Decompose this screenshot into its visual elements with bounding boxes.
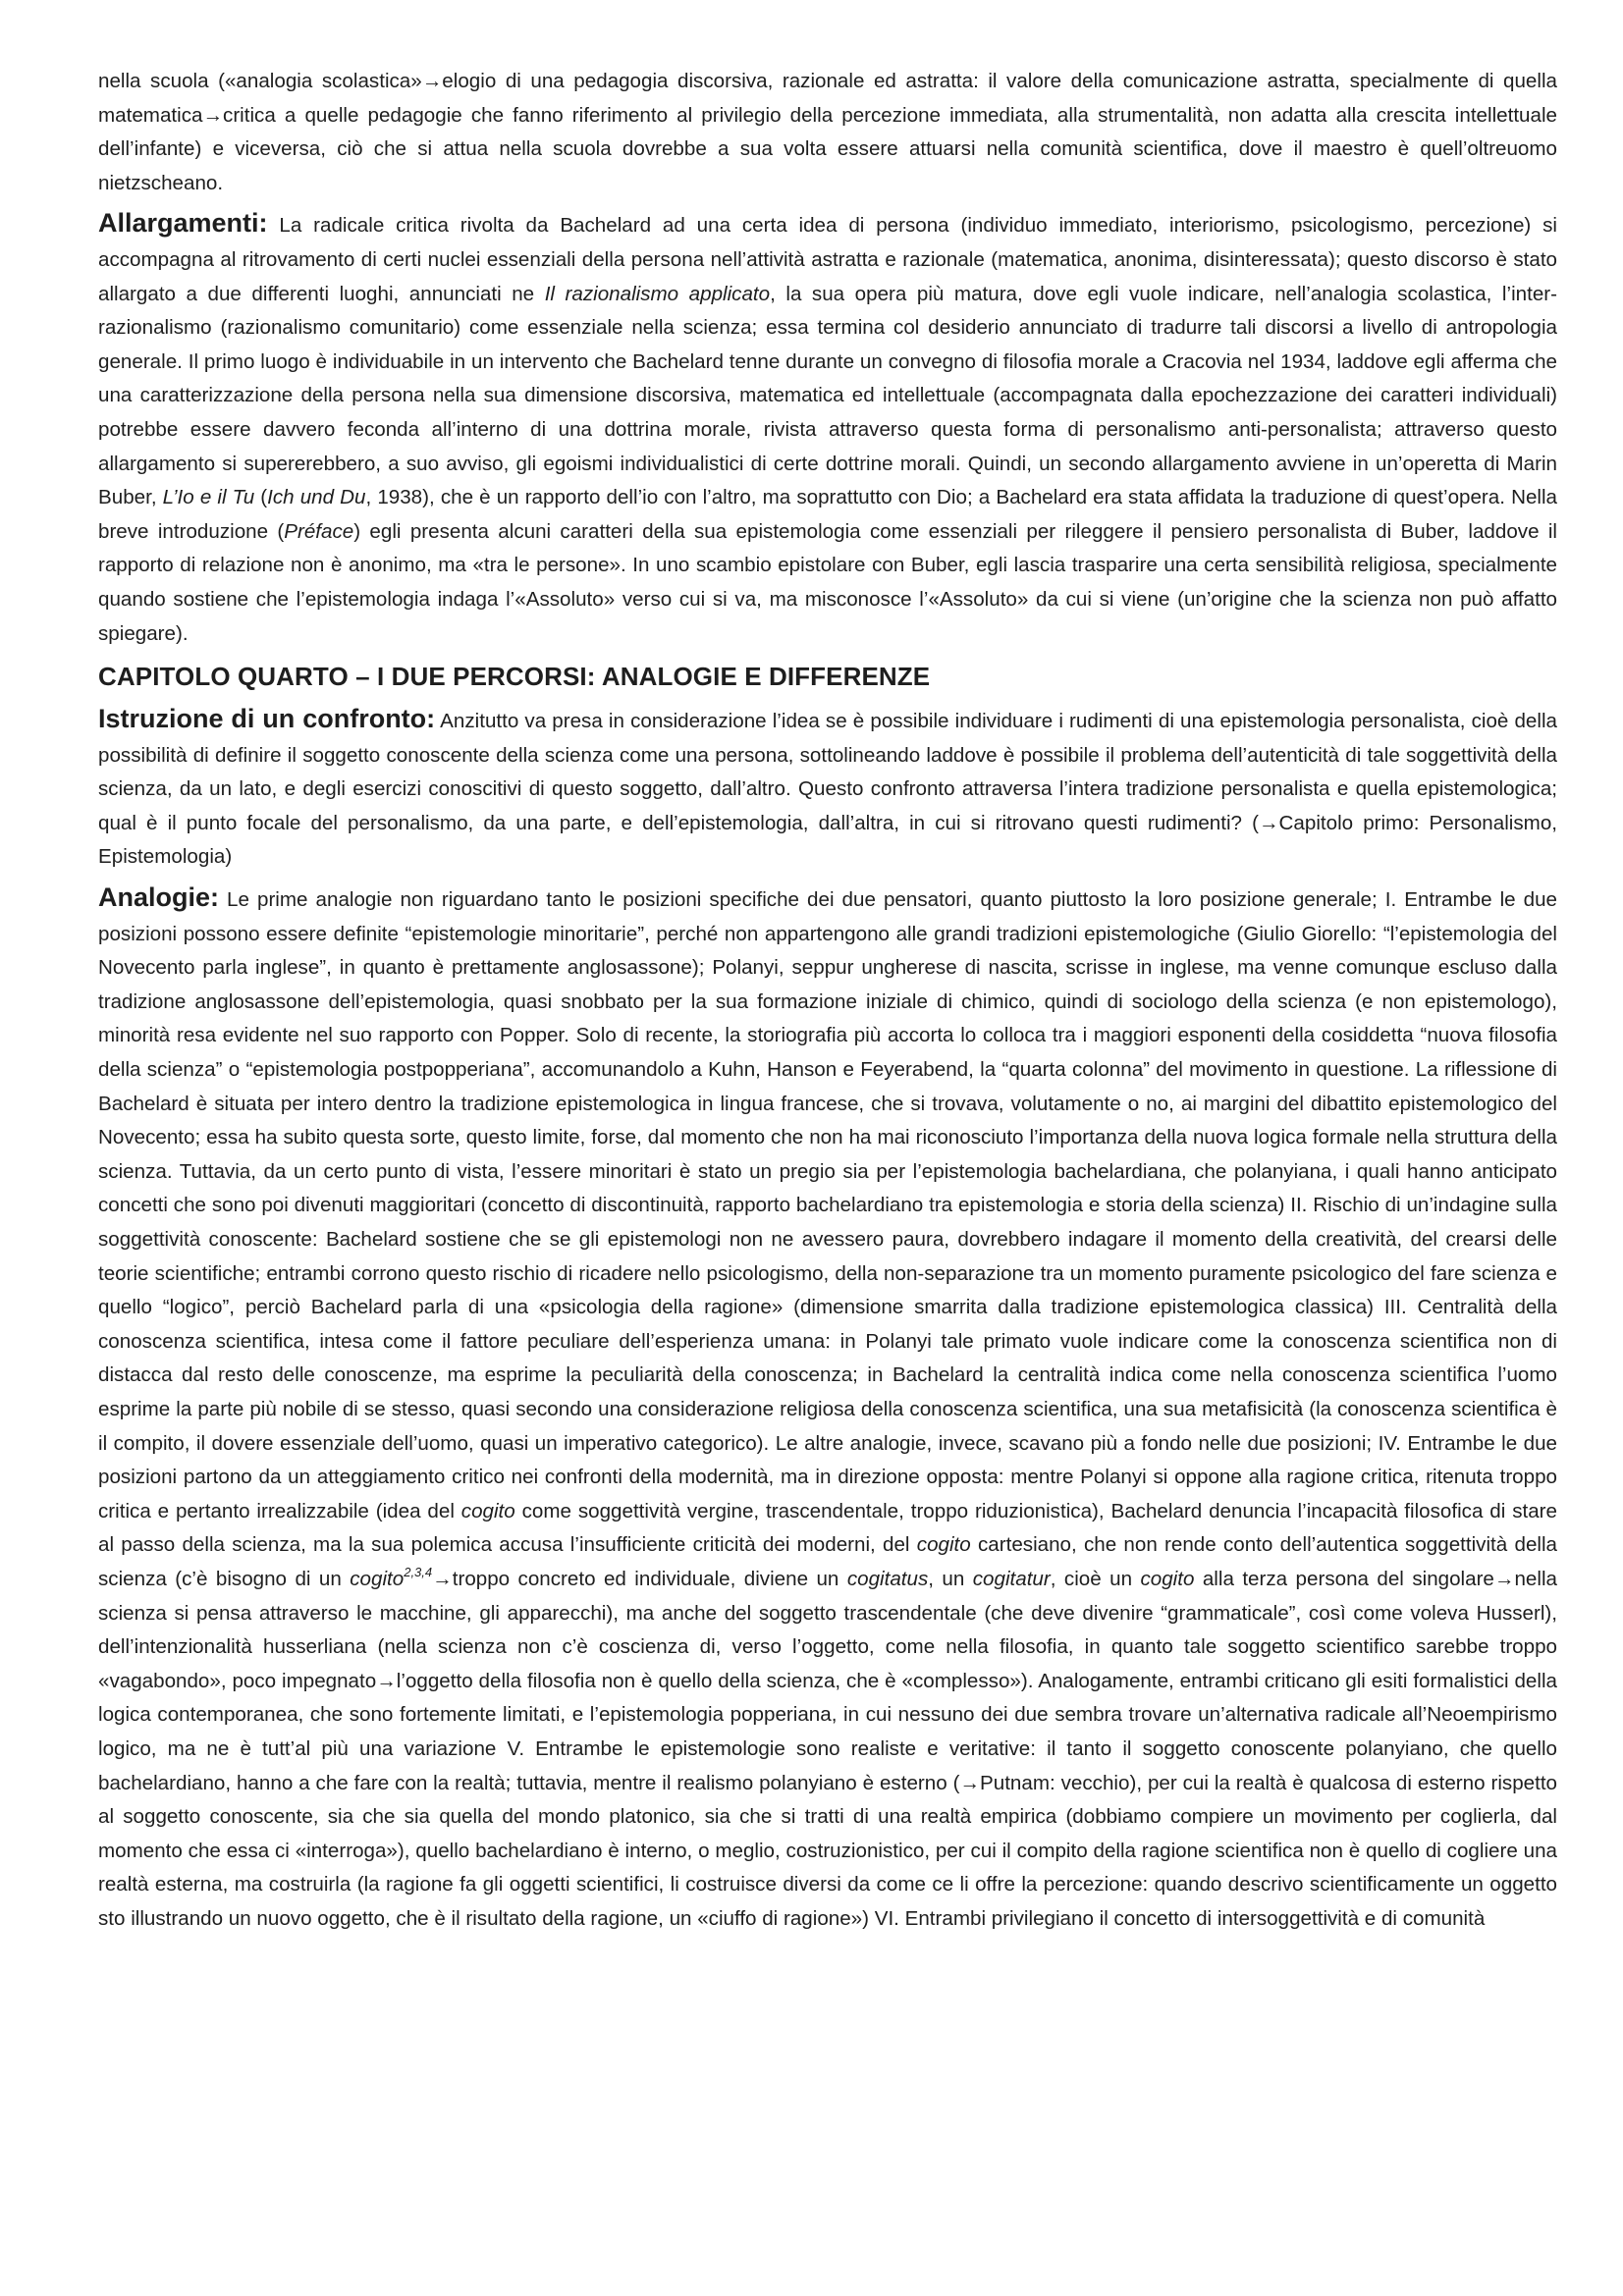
book-title: Il razionalismo applicato	[544, 282, 771, 305]
intro-text: nella scuola («analogia scolastica»→elogio di una pedagogia discorsiva, razionale ed astratta: il valore della comunicazione astratta, specialmente di quella matematica→critica a quelle pedagogie che fanno riferimento al privilegio della percezione immediata, alla strumentalità, non adatta alla crescita intellettuale dell’infante) e viceversa, ciò che si attua nella scuola dovrebbe a sua volta essere attuarsi nella comunità scientifica, dove il maestro è quell’oltreuomo nietzscheano.	[98, 70, 1557, 194]
latin-term: cogito	[350, 1567, 405, 1590]
superscript-note: 2,3,4	[404, 1564, 433, 1579]
chapter-title: CAPITOLO QUARTO – I DUE PERCORSI: ANALOGIE E DIFFERENZE	[98, 662, 931, 692]
book-title: Ich und Du	[267, 486, 366, 509]
analogie-paragraph: Analogie: Le prime analogie non riguardano tanto le posizioni specifiche dei due pensatori, quanto piuttosto la loro posizione generale; I. Entrambe le due posizioni possono essere definite “epistemologie minoritarie”, perché non appartengono alle grandi tradizioni epistemologiche (Giulio Giorello: “l’epistemologia del Novecento parla inglese”, in quanto è prettamente anglosassone); Polanyi, seppur ungherese di nascita, scrisse in inglese, ma venne comunque escluso dalla tradizione anglosassone dell’epistemologia, quasi snobbato per la sua formazione iniziale di chimico, quindi di sociologo della scienza (e non epistemologo), minorità resa evidente nel suo rapporto con Popper. Solo di recente, la storiografia più accorta lo colloca tra i maggiori esponenti della cosiddetta “nuova filosofia della scienza” o “epistemologia postpopperiana”, accomunandolo a Kuhn, Hanson e Feyerabend, la “quarta colonna” del movimento in questione. La riflessione di Bachelard è situata per intero dentro la tradizione epistemologica in lingua francese, che si trovava, volutamente o no, ai margini del dibattito epistemologico del Novecento; essa ha subito questa sorte, questo limite, forse, dal momento che non ha mai riconosciuto l’importanza della nuova logica formale nella struttura della scienza. Tuttavia, da un certo punto di vista, l’essere minoritari è stato un pregio sia per l’epistemologia bachelardiana, che polanyiana, i quali hanno anticipato concetti che sono poi divenuti maggioritari (concetto di discontinuità, rapporto bachelardiano tra epistemologia e storia della scienza) II. Rischio di un’indagine sulla soggettività conoscente: Bachelard sostiene che se gli epistemologi non ne avessero paura, dovrebbero indagare il momento della creatività, del crearsi delle teorie scientifiche; entrambi corrono questo rischio di ricadere nello psicologismo, della non-separazione tra un momento puramente psicologico del fare scienza e quello “logico”, perciò Bachelard parla di una «psicologia della ragione» (dimensione smarrita dalla tradizione epistemologica classica) III. Centralità della conoscenza scientifica, intesa come il fattore peculiare dell’esperienza umana: in Polanyi tale primato vuole indicare come la conoscenza scientifica non di distacca dal resto delle conoscenze, ma esprime la peculiarità della conoscenza; in Bachelard la centralità indica come nella conoscenza scientifica l’uomo esprime la parte più nobile di se stesso, quasi secondo una considerazione religiosa della conoscenza scientifica, una sua metafisicità (la conoscenza scientifica è il compito, il dovere essenziale dell’uomo, quasi un imperativo categorico). Le altre analogie, invece, scavano più a fondo nelle due posizioni; IV. Entrambe le due posizioni partono da un atteggiamento critico nei confronti della modernità, ma in direzione opposta: mentre Polanyi si oppone alla ragione critica, ritenuta troppo critica e pertanto irrealizzabile (idea del cogito come soggettività vergine, trascendentale, troppo riduzionistica), Bachelard denuncia l’incapacità filosofica di stare al passo della scienza, ma la sua polemica accusa l’insufficiente criticità dei moderni, del cogito cartesiano, che non rende conto dell’autentica soggettività della scienza (c’è bisogno di un cogito$^{2,3,4}$→troppo concreto ed individuale, diviene un cogitatus, un cogitatur, cioè un cogito alla terza persona del singolare→nella scienza si pensa attraverso le macchine, gli apparecchi), ma anche del soggetto trascendentale (che deve divenire “grammaticale”, così come voleva Husserl), dell’intenzionalità husserliana (nella scienza non c’è coscienza di, verso l’oggetto, come nella filosofia, in quanto tale soggetto scientifico sarebbe troppo «vagabondo», poco impegnato→l’oggetto della filosofia non è quello della scienza, che è «complesso»). Analogamente, entrambi criticano gli esiti formalistici della logica contemporanea, che sono fortemente limitati, e l’epistemologia popperiana, in cui nessuno dei due sembra trovare un’alternativa radicale all’Neoempirismo logico, ma ne è tutt’al più una variazione V. Entrambe le epistemologie sono realiste e veritative: il tanto il soggetto conoscente polanyiano, che quello bachelardiano, hanno a che fare con la realtà; tuttavia, mentre il realismo polanyiano è esterno (→Putnam: vecchio), per cui la realtà è qualcosa di esterno rispetto al soggetto conoscente, sia che sia quella del mondo platonico, sia che si tratti di una realtà empirica (dobbiamo compiere un movimento per coglierla, dal momento che essa ci «interroga»), quello bachelardiano è interno, o meglio, costruzionistico, per cui il compito della ragione scientifica non è quello di cogliere una realtà esterna, ma costruirla (la ragione fa gli oggetti scientifici, li costruisce diversi da come ce li offre la percezione: quando descrivo scientificamente un oggetto sto illustrando un nuovo oggetto, che è il risultato della ragione, un «ciuffo di ragione») VI. Entrambi privilegiano il concetto di intersoggettività e di comunità	[98, 882, 1557, 1930]
analogie-heading: Analogie:	[98, 882, 220, 913]
latin-term: cogito	[1140, 1567, 1195, 1590]
book-title: L’Io e il Tu	[162, 486, 255, 509]
latin-term: cogito	[916, 1533, 971, 1557]
document-page	[98, 65, 1557, 1936]
allargamenti-heading: Allargamenti:	[98, 208, 268, 239]
book-title: Préface	[284, 519, 354, 543]
latin-term: cogitatus	[846, 1567, 929, 1590]
allargamenti-paragraph: Allargamenti: La radicale critica rivolta da Bachelard ad una certa idea di persona (individuo immediato, interiorismo, psicologismo, percezione) si accompagna al ritrovamento di certi nuclei essenziali della persona nell’attività astratta e razionale (matematica, anonima, disinteressata); questo discorso è stato allargato a due differenti luoghi, annunciati ne Il razionalismo applicato, la sua opera più matura, dove egli vuole indicare, nell’analogia scolastica, l’inter-razionalismo (razionalismo comunitario) come essenziale nella scienza; essa termina col desiderio annunciato di tradurre tali discorsi a livello di antropologia generale. Il primo luogo è individuabile in un intervento che Bachelard tenne durante un convegno di filosofia morale a Cracovia nel 1934, laddove egli afferma che una caratterizzazione della persona nella sua dimensione discorsiva, matematica ed intellettuale (accompagnata dalla epochezzazione dei caratteri individuali) potrebbe essere davvero feconda all’interno di una dottrina morale, rivista attraverso questa forma di personalismo anti-personalista; attraverso questo allargamento si supererebbero, a suo avviso, gli egoismi individualistici di certe dottrine morali. Quindi, un secondo allargamento avviene in un’operetta di Marin Buber, L’Io e il Tu (Ich und Du, 1938), che è un rapporto dell’io con l’altro, ma soprattutto con Dio; a Bachelard era stata affidata la traduzione di quest’opera. Nella breve introduzione (Préface) egli presenta alcuni caratteri della sua epistemologia come essenziali per rileggere il pensiero personalista di Buber, laddove il rapporto di relazione non è anonimo, ma «tra le persone». In uno scambio epistolare con Buber, egli lascia trasparire una certa sensibilità religiosa, specialmente quando sostiene che l’epistemologia indaga l’«Assoluto» verso cui si va, ma misconosce l’«Assoluto» da cui si viene (un’origine che la scienza non può affatto spiegare).	[98, 208, 1558, 645]
latin-term: cogito	[460, 1499, 515, 1522]
istruzione-paragraph: Istruzione di un confronto: Anzitutto va presa in considerazione l’idea se è possibile individuare i rudimenti di una epistemologia personalista, cioè della possibilità di definire il soggetto conoscente della scienza come una persona, sottolineando laddove è possibile il problema dell’autenticità di tale soggettività della scienza, da un lato, e degli esercizi conoscitivi di questo soggetto, dall’altro. Questo confronto attraversa l’intera tradizione personalista e quella epistemologica; qual è il punto focale del personalismo, da una parte, e dell’epistemologia, dall’altra, in cui si ritrovano questi rudimenti? (→Capitolo primo: Personalismo, Epistemologia)	[98, 704, 1557, 869]
intro-paragraph	[98, 65, 1557, 200]
istruzione-heading: Istruzione di un confronto:	[98, 704, 436, 734]
latin-term: cogitatur	[972, 1567, 1051, 1590]
